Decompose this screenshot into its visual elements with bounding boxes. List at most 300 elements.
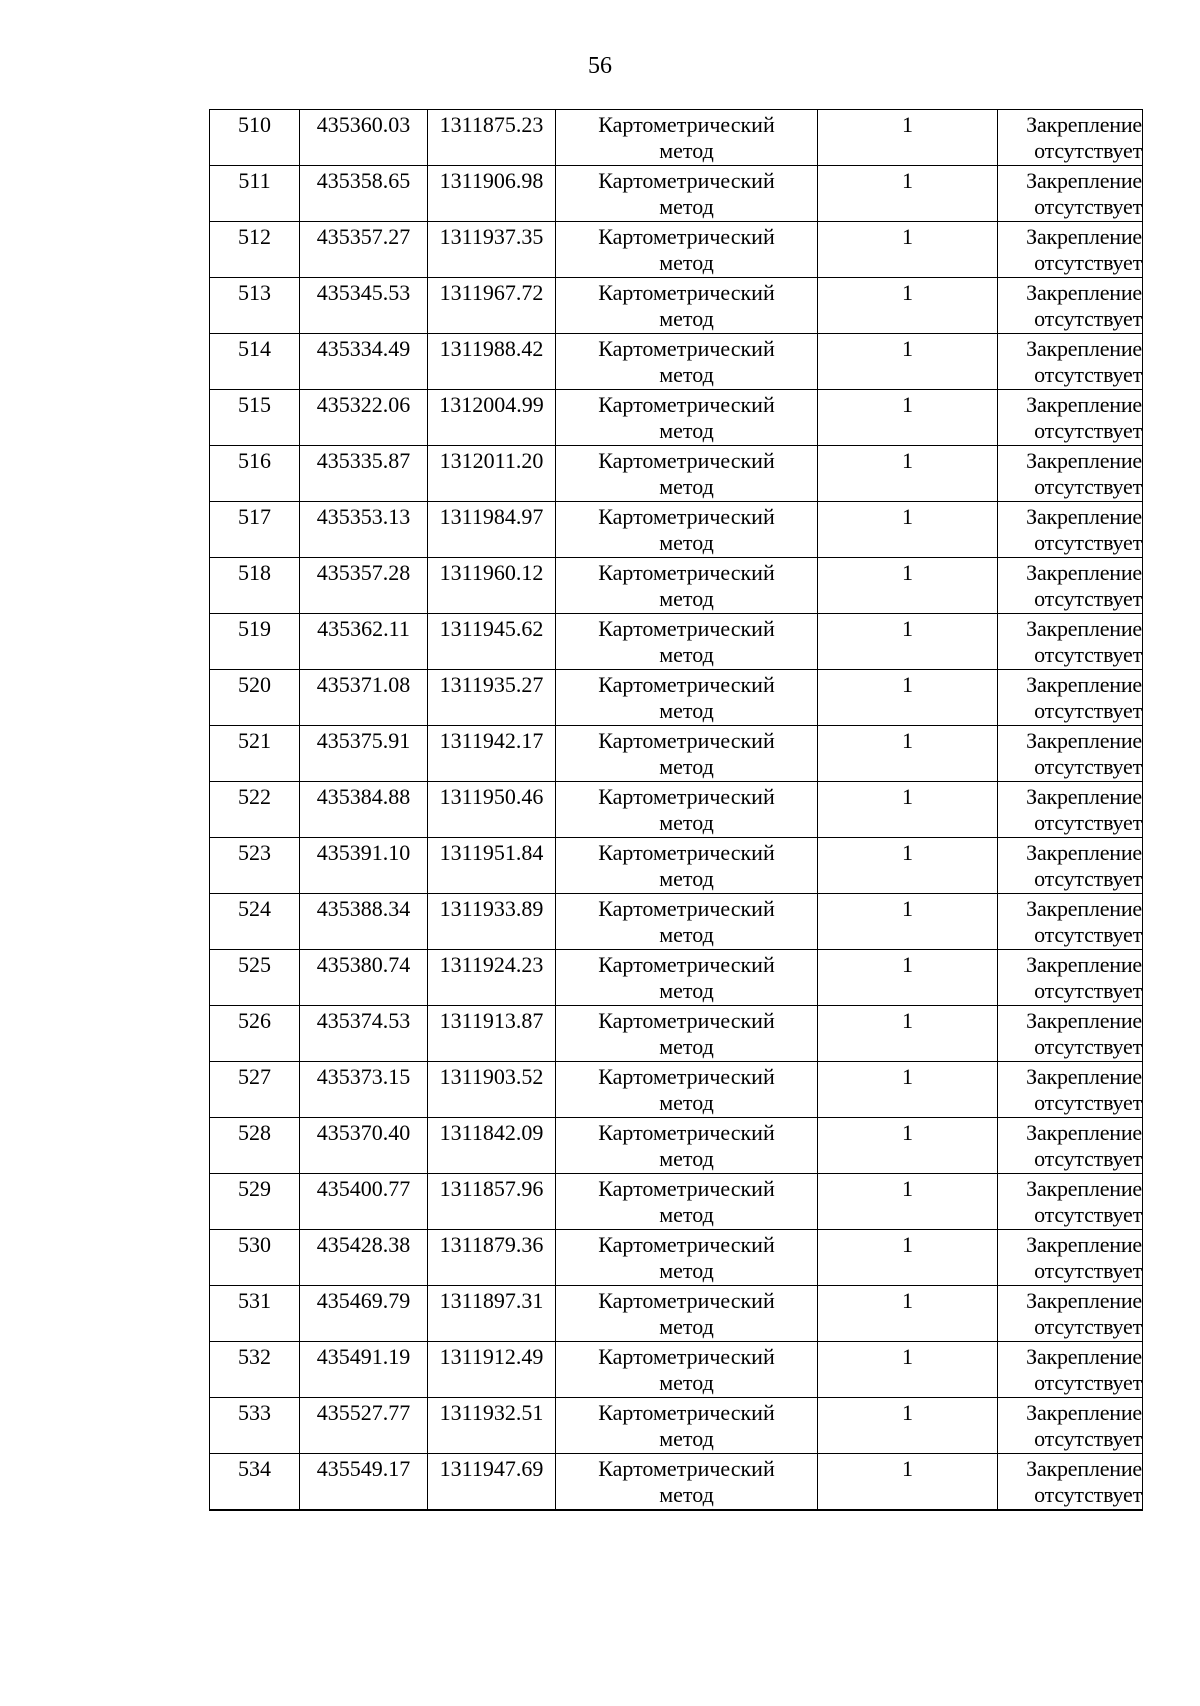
x-coordinate-cell	[300, 894, 428, 950]
method-text: метод	[659, 250, 714, 275]
point-number-text: 525	[238, 952, 271, 977]
fixation-text: отсутствует	[1034, 1426, 1142, 1451]
method-text: Картометрический	[598, 1176, 775, 1201]
accuracy-text: 1	[902, 1008, 913, 1033]
x-coordinate-cell	[300, 614, 428, 670]
fixation-text: Закрепление	[1026, 168, 1142, 193]
method-cell	[556, 446, 818, 502]
method-cell	[556, 222, 818, 278]
point-number-text: 533	[238, 1400, 271, 1425]
table-row	[210, 726, 1143, 782]
x-coordinate-cell	[300, 334, 428, 390]
y-coordinate-text: 1311967.72	[439, 280, 544, 305]
method-text: Картометрический	[598, 896, 775, 921]
y-coordinate-text: 1311857.96	[439, 1176, 544, 1201]
fixation-text: Закрепление	[1026, 784, 1142, 809]
table-row	[210, 166, 1143, 222]
x-coordinate-cell	[300, 1342, 428, 1398]
accuracy-cell	[818, 502, 998, 558]
x-coordinate-text: 435335.87	[316, 448, 411, 473]
fixation-cell	[998, 166, 1143, 222]
method-text: метод	[659, 810, 714, 835]
accuracy-cell	[818, 166, 998, 222]
x-coordinate-cell	[300, 670, 428, 726]
method-text: метод	[659, 1146, 714, 1171]
x-coordinate-text: 435322.06	[316, 392, 411, 417]
method-cell	[556, 334, 818, 390]
accuracy-cell	[818, 334, 998, 390]
table-row	[210, 1398, 1143, 1454]
fixation-text: Закрепление	[1026, 1008, 1142, 1033]
x-coordinate-text: 435357.28	[316, 560, 411, 585]
point-number-cell	[210, 670, 300, 726]
method-cell	[556, 502, 818, 558]
y-coordinate-cell	[428, 614, 556, 670]
fixation-text: отсутствует	[1034, 1034, 1142, 1059]
accuracy-text: 1	[902, 952, 913, 977]
fixation-cell	[998, 110, 1143, 166]
method-cell	[556, 726, 818, 782]
y-coordinate-text: 1311924.23	[439, 952, 544, 977]
method-text: Картометрический	[598, 1064, 775, 1089]
accuracy-cell	[818, 1062, 998, 1118]
fixation-cell	[998, 1342, 1143, 1398]
table-row	[210, 390, 1143, 446]
method-text: Картометрический	[598, 1456, 775, 1481]
fixation-cell	[998, 502, 1143, 558]
fixation-text: отсутствует	[1034, 1314, 1142, 1339]
x-coordinate-text: 435388.34	[316, 896, 411, 921]
accuracy-text: 1	[902, 1456, 913, 1481]
fixation-cell	[998, 390, 1143, 446]
point-number-cell	[210, 390, 300, 446]
table-row	[210, 1174, 1143, 1230]
point-number-cell	[210, 1454, 300, 1511]
point-number-text: 531	[238, 1288, 271, 1313]
method-text: Картометрический	[598, 392, 775, 417]
x-coordinate-cell	[300, 558, 428, 614]
method-text: Картометрический	[598, 224, 775, 249]
x-coordinate-cell	[300, 1230, 428, 1286]
y-coordinate-cell	[428, 1006, 556, 1062]
method-text: метод	[659, 1034, 714, 1059]
accuracy-text: 1	[902, 1400, 913, 1425]
table-row	[210, 1006, 1143, 1062]
point-number-text: 520	[238, 672, 271, 697]
point-number-text: 522	[238, 784, 271, 809]
table-row	[210, 614, 1143, 670]
accuracy-cell	[818, 782, 998, 838]
y-coordinate-cell	[428, 838, 556, 894]
x-coordinate-text: 435469.79	[316, 1288, 411, 1313]
accuracy-cell	[818, 1118, 998, 1174]
accuracy-cell	[818, 390, 998, 446]
y-coordinate-text: 1311945.62	[439, 616, 544, 641]
method-text: Картометрический	[598, 112, 775, 137]
table-row	[210, 1342, 1143, 1398]
fixation-text: отсутствует	[1034, 1146, 1142, 1171]
x-coordinate-cell	[300, 390, 428, 446]
point-number-cell	[210, 1006, 300, 1062]
x-coordinate-cell	[300, 110, 428, 166]
point-number-cell	[210, 838, 300, 894]
table-body	[210, 110, 1143, 1511]
accuracy-text: 1	[902, 784, 913, 809]
fixation-text: отсутствует	[1034, 810, 1142, 835]
point-number-text: 527	[238, 1064, 271, 1089]
x-coordinate-text: 435374.53	[316, 1008, 411, 1033]
fixation-text: отсутствует	[1034, 194, 1142, 219]
method-cell	[556, 1342, 818, 1398]
x-coordinate-text: 435491.19	[316, 1344, 411, 1369]
x-coordinate-cell	[300, 1454, 428, 1511]
y-coordinate-cell	[428, 502, 556, 558]
accuracy-text: 1	[902, 168, 913, 193]
x-coordinate-cell	[300, 1398, 428, 1454]
y-coordinate-text: 1311950.46	[439, 784, 544, 809]
point-number-text: 532	[238, 1344, 271, 1369]
point-number-cell	[210, 950, 300, 1006]
point-number-text: 514	[238, 336, 271, 361]
x-coordinate-text: 435358.65	[316, 168, 411, 193]
y-coordinate-cell	[428, 390, 556, 446]
method-text: метод	[659, 1482, 714, 1507]
fixation-text: Закрепление	[1026, 1288, 1142, 1313]
accuracy-cell	[818, 670, 998, 726]
accuracy-text: 1	[902, 1064, 913, 1089]
method-text: метод	[659, 474, 714, 499]
fixation-cell	[998, 1118, 1143, 1174]
fixation-cell	[998, 1454, 1143, 1511]
method-cell	[556, 1006, 818, 1062]
fixation-text: Закрепление	[1026, 504, 1142, 529]
accuracy-text: 1	[902, 1344, 913, 1369]
y-coordinate-cell	[428, 1286, 556, 1342]
fixation-text: отсутствует	[1034, 1090, 1142, 1115]
table-row	[210, 1230, 1143, 1286]
table-row	[210, 1062, 1143, 1118]
x-coordinate-text: 435360.03	[316, 112, 411, 137]
y-coordinate-cell	[428, 110, 556, 166]
y-coordinate-cell	[428, 334, 556, 390]
x-coordinate-cell	[300, 950, 428, 1006]
fixation-cell	[998, 1286, 1143, 1342]
fixation-text: отсутствует	[1034, 1202, 1142, 1227]
fixation-text: Закрепление	[1026, 728, 1142, 753]
accuracy-cell	[818, 838, 998, 894]
y-coordinate-text: 1311951.84	[439, 840, 544, 865]
method-text: метод	[659, 362, 714, 387]
accuracy-cell	[818, 446, 998, 502]
method-text: метод	[659, 866, 714, 891]
y-coordinate-cell	[428, 1454, 556, 1511]
method-cell	[556, 670, 818, 726]
fixation-text: отсутствует	[1034, 1258, 1142, 1283]
method-text: Картометрический	[598, 448, 775, 473]
method-text: Картометрический	[598, 1120, 775, 1145]
method-cell	[556, 1118, 818, 1174]
point-number-cell	[210, 726, 300, 782]
y-coordinate-text: 1311947.69	[439, 1456, 544, 1481]
fixation-text: Закрепление	[1026, 1064, 1142, 1089]
fixation-text: Закрепление	[1026, 1400, 1142, 1425]
y-coordinate-text: 1311937.35	[439, 224, 544, 249]
point-number-cell	[210, 1286, 300, 1342]
point-number-cell	[210, 1174, 300, 1230]
fixation-text: отсутствует	[1034, 138, 1142, 163]
method-text: метод	[659, 978, 714, 1003]
accuracy-cell	[818, 1174, 998, 1230]
table-row	[210, 110, 1143, 166]
point-number-text: 511	[238, 168, 271, 193]
table-row	[210, 670, 1143, 726]
point-number-cell	[210, 502, 300, 558]
x-coordinate-text: 435362.11	[317, 616, 410, 641]
y-coordinate-cell	[428, 1174, 556, 1230]
fixation-text: Закрепление	[1026, 952, 1142, 977]
point-number-text: 523	[238, 840, 271, 865]
fixation-text: Закрепление	[1026, 616, 1142, 641]
method-cell	[556, 950, 818, 1006]
method-text: метод	[659, 586, 714, 611]
point-number-cell	[210, 1062, 300, 1118]
y-coordinate-text: 1311912.49	[439, 1344, 544, 1369]
accuracy-cell	[818, 1342, 998, 1398]
y-coordinate-cell	[428, 278, 556, 334]
accuracy-cell	[818, 894, 998, 950]
table-row	[210, 558, 1143, 614]
method-text: метод	[659, 1370, 714, 1395]
fixation-cell	[998, 838, 1143, 894]
x-coordinate-text: 435391.10	[316, 840, 411, 865]
point-number-cell	[210, 1118, 300, 1174]
method-cell	[556, 166, 818, 222]
page-number: 56	[588, 53, 612, 79]
fixation-text: Закрепление	[1026, 560, 1142, 585]
point-number-text: 534	[238, 1456, 271, 1481]
x-coordinate-cell	[300, 1118, 428, 1174]
x-coordinate-text: 435345.53	[316, 280, 411, 305]
accuracy-text: 1	[902, 336, 913, 361]
fixation-text: Закрепление	[1026, 392, 1142, 417]
method-text: Картометрический	[598, 952, 775, 977]
accuracy-cell	[818, 1286, 998, 1342]
method-text: метод	[659, 642, 714, 667]
table-row	[210, 502, 1143, 558]
method-cell	[556, 558, 818, 614]
x-coordinate-cell	[300, 838, 428, 894]
fixation-text: отсутствует	[1034, 418, 1142, 443]
accuracy-text: 1	[902, 616, 913, 641]
fixation-text: отсутствует	[1034, 866, 1142, 891]
y-coordinate-text: 1311942.17	[439, 728, 544, 753]
fixation-text: Закрепление	[1026, 224, 1142, 249]
y-coordinate-text: 1311903.52	[439, 1064, 544, 1089]
method-text: Картометрический	[598, 728, 775, 753]
point-number-cell	[210, 1398, 300, 1454]
x-coordinate-cell	[300, 1062, 428, 1118]
y-coordinate-text: 1311984.97	[439, 504, 544, 529]
method-cell	[556, 390, 818, 446]
x-coordinate-text: 435380.74	[316, 952, 411, 977]
fixation-text: отсутствует	[1034, 306, 1142, 331]
accuracy-text: 1	[902, 1120, 913, 1145]
accuracy-text: 1	[902, 840, 913, 865]
x-coordinate-cell	[300, 502, 428, 558]
y-coordinate-cell	[428, 670, 556, 726]
accuracy-text: 1	[902, 448, 913, 473]
fixation-cell	[998, 222, 1143, 278]
method-text: метод	[659, 418, 714, 443]
y-coordinate-text: 1311913.87	[439, 1008, 544, 1033]
fixation-text: отсутствует	[1034, 250, 1142, 275]
accuracy-cell	[818, 1454, 998, 1511]
coordinates-table	[209, 109, 1143, 1511]
point-number-cell	[210, 334, 300, 390]
method-text: метод	[659, 922, 714, 947]
point-number-text: 512	[238, 224, 271, 249]
y-coordinate-text: 1311935.27	[439, 672, 544, 697]
fixation-cell	[998, 278, 1143, 334]
point-number-text: 515	[238, 392, 271, 417]
method-cell	[556, 278, 818, 334]
x-coordinate-text: 435357.27	[316, 224, 411, 249]
fixation-cell	[998, 670, 1143, 726]
method-text: метод	[659, 1426, 714, 1451]
x-coordinate-cell	[300, 278, 428, 334]
table-row	[210, 894, 1143, 950]
y-coordinate-cell	[428, 1118, 556, 1174]
x-coordinate-cell	[300, 1286, 428, 1342]
accuracy-cell	[818, 278, 998, 334]
point-number-text: 519	[238, 616, 271, 641]
point-number-cell	[210, 110, 300, 166]
y-coordinate-cell	[428, 166, 556, 222]
method-text: метод	[659, 754, 714, 779]
fixation-text: отсутствует	[1034, 922, 1142, 947]
method-text: метод	[659, 1202, 714, 1227]
accuracy-text: 1	[902, 112, 913, 137]
accuracy-text: 1	[902, 504, 913, 529]
x-coordinate-text: 435371.08	[316, 672, 411, 697]
accuracy-text: 1	[902, 1288, 913, 1313]
fixation-cell	[998, 614, 1143, 670]
table-row	[210, 334, 1143, 390]
fixation-text: отсутствует	[1034, 698, 1142, 723]
method-text: Картометрический	[598, 1008, 775, 1033]
x-coordinate-cell	[300, 166, 428, 222]
x-coordinate-cell	[300, 222, 428, 278]
method-cell	[556, 782, 818, 838]
y-coordinate-cell	[428, 1230, 556, 1286]
fixation-text: отсутствует	[1034, 1370, 1142, 1395]
accuracy-text: 1	[902, 392, 913, 417]
y-coordinate-cell	[428, 558, 556, 614]
accuracy-cell	[818, 1230, 998, 1286]
y-coordinate-cell	[428, 446, 556, 502]
fixation-cell	[998, 1230, 1143, 1286]
accuracy-cell	[818, 614, 998, 670]
y-coordinate-cell	[428, 950, 556, 1006]
y-coordinate-cell	[428, 782, 556, 838]
method-text: метод	[659, 698, 714, 723]
point-number-cell	[210, 782, 300, 838]
method-cell	[556, 1174, 818, 1230]
fixation-text: Закрепление	[1026, 672, 1142, 697]
accuracy-text: 1	[902, 224, 913, 249]
point-number-cell	[210, 614, 300, 670]
method-text: метод	[659, 1314, 714, 1339]
fixation-text: отсутствует	[1034, 530, 1142, 555]
y-coordinate-cell	[428, 894, 556, 950]
accuracy-cell	[818, 222, 998, 278]
method-text: метод	[659, 306, 714, 331]
x-coordinate-cell	[300, 726, 428, 782]
fixation-cell	[998, 446, 1143, 502]
method-text: метод	[659, 138, 714, 163]
y-coordinate-cell	[428, 1398, 556, 1454]
method-text: Картометрический	[598, 1344, 775, 1369]
fixation-text: отсутствует	[1034, 1482, 1142, 1507]
fixation-text: Закрепление	[1026, 1120, 1142, 1145]
method-text: Картометрический	[598, 560, 775, 585]
table-row	[210, 1454, 1143, 1511]
y-coordinate-text: 1311988.42	[439, 336, 544, 361]
x-coordinate-cell	[300, 782, 428, 838]
y-coordinate-text: 1311842.09	[439, 1120, 544, 1145]
table-row	[210, 1286, 1143, 1342]
method-text: метод	[659, 530, 714, 555]
method-text: Картометрический	[598, 168, 775, 193]
point-number-text: 528	[238, 1120, 271, 1145]
accuracy-cell	[818, 726, 998, 782]
y-coordinate-cell	[428, 726, 556, 782]
accuracy-text: 1	[902, 728, 913, 753]
point-number-cell	[210, 558, 300, 614]
point-number-cell	[210, 1230, 300, 1286]
method-text: Картометрический	[598, 784, 775, 809]
fixation-cell	[998, 1398, 1143, 1454]
x-coordinate-text: 435334.49	[316, 336, 411, 361]
table-row	[210, 1118, 1143, 1174]
x-coordinate-cell	[300, 1006, 428, 1062]
y-coordinate-text: 1311933.89	[439, 896, 544, 921]
fixation-text: Закрепление	[1026, 1344, 1142, 1369]
fixation-text: Закрепление	[1026, 896, 1142, 921]
method-text: метод	[659, 194, 714, 219]
point-number-cell	[210, 166, 300, 222]
x-coordinate-text: 435527.77	[316, 1400, 411, 1425]
y-coordinate-cell	[428, 222, 556, 278]
x-coordinate-cell	[300, 446, 428, 502]
fixation-text: отсутствует	[1034, 474, 1142, 499]
y-coordinate-text: 1311879.36	[439, 1232, 544, 1257]
method-cell	[556, 838, 818, 894]
accuracy-cell	[818, 1006, 998, 1062]
point-number-text: 521	[238, 728, 271, 753]
fixation-text: отсутствует	[1034, 754, 1142, 779]
accuracy-cell	[818, 950, 998, 1006]
point-number-cell	[210, 894, 300, 950]
x-coordinate-text: 435375.91	[316, 728, 411, 753]
fixation-text: Закрепление	[1026, 1232, 1142, 1257]
point-number-cell	[210, 1342, 300, 1398]
table-row	[210, 950, 1143, 1006]
method-text: метод	[659, 1258, 714, 1283]
point-number-text: 518	[238, 560, 271, 585]
point-number-text: 530	[238, 1232, 271, 1257]
point-number-text: 517	[238, 504, 271, 529]
